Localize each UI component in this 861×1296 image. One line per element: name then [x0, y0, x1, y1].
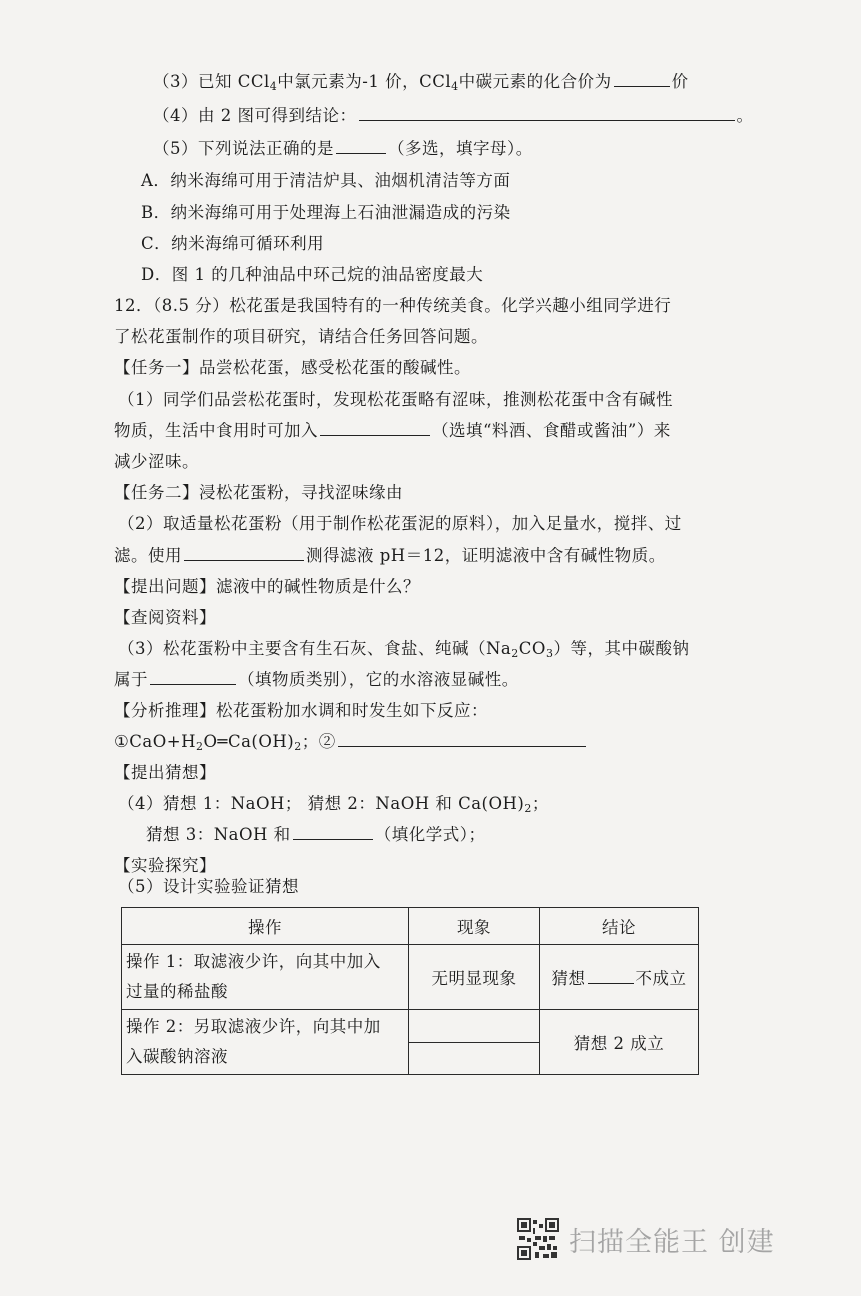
- watermark-text: 扫描全能王 创建: [569, 1226, 775, 1258]
- table-cell-phenomenon: 无明显现象: [409, 945, 540, 1010]
- table-cell-conclusion: 猜想 不成立: [540, 945, 699, 1010]
- task-one-heading: 【任务一】品尝松花蛋，感受松花蛋的酸碱性。: [114, 358, 471, 377]
- q12-part1-line3: 减少涩味。: [114, 452, 199, 471]
- option-b: B．纳米海绵可用于处理海上石油泄漏造成的污染: [141, 203, 511, 222]
- table-row: [122, 945, 699, 1010]
- option-a: A．纳米海绵可用于清洁炉具、油烟机清洁等方面: [141, 171, 511, 190]
- hypothesis-heading: 【提出猜想】: [114, 763, 216, 782]
- answer-blank[interactable]: [293, 838, 373, 840]
- q12-part3-line1: （3）松花蛋粉中主要含有生石灰、食盐、纯碱$(Na_2CO_3)$等，其中碳酸钠: [118, 639, 690, 660]
- q12-intro-line1: 12．（8.5 分）松花蛋是我国特有的一种传统美食。化学兴趣小组同学进行: [114, 296, 672, 315]
- answer-blank[interactable]: [320, 434, 430, 436]
- reaction-equations: $①CaO+H_2O═Ca(OH)_2$；②: [114, 731, 588, 753]
- q11-part3: （3）已知 CCl$_4$中氯元素为-1 价，CCl$_4$中碳元素的化合价为 价: [153, 72, 689, 93]
- analysis-heading: 【分析推理】松花蛋粉加水调和时发生如下反应：: [114, 701, 488, 720]
- reference-heading: 【查阅资料】: [114, 608, 216, 627]
- option-d: D．图 1 的几种油品中环己烷的油品密度最大: [141, 265, 484, 284]
- table-header: 现象: [409, 908, 540, 945]
- q12-part5: （5）设计实验验证猜想: [118, 877, 299, 896]
- experiment-table: [121, 907, 699, 1075]
- table-header: 操作: [122, 908, 409, 945]
- q12-intro-line2: 了松花蛋制作的项目研究，请结合任务回答问题。: [114, 327, 488, 346]
- q11-part5: （5）下列说法正确的是 （多选，填字母）。: [153, 139, 533, 158]
- option-c: C．纳米海绵可循环利用: [141, 234, 325, 253]
- table-header: 结论: [540, 908, 699, 945]
- table-cell-operation: 操作 1：取滤液少许，向其中加入 过量的稀盐酸: [122, 945, 409, 1010]
- scanner-watermark: [517, 1218, 775, 1260]
- q12-part4-line1: （4）猜想 1：NaOH； 猜想 2：NaOH 和 $Ca(OH)_2$；: [118, 794, 549, 815]
- q12-part4-line2: 猜想 3：NaOH 和 （填化学式）；: [146, 825, 486, 844]
- table-cell-operation: 操作 2：另取滤液少许，向其中加 入碳酸钠溶液: [122, 1010, 409, 1075]
- q12-part2-line1: （2）取适量松花蛋粉（用于制作松花蛋泥的原料），加入足量水，搅拌、过: [118, 514, 682, 533]
- table-header-row: [122, 908, 699, 945]
- question-heading: 【提出问题】滤液中的碱性物质是什么？: [114, 577, 420, 596]
- answer-blank[interactable]: [150, 683, 236, 685]
- q12-part1-line2: 物质，生活中食用时可加入 （选填“料酒、食醋或酱油”）来: [114, 421, 671, 440]
- qr-code-icon: [517, 1218, 559, 1260]
- answer-blank[interactable]: [336, 152, 386, 154]
- q12-part3-line2: 属于 （填物质类别），它的水溶液显碱性。: [114, 670, 519, 689]
- experiment-heading: 【实验探究】: [114, 856, 216, 875]
- table-cell-phenomenon[interactable]: [409, 1010, 540, 1075]
- answer-blank[interactable]: [184, 559, 304, 561]
- table-cell-conclusion: 猜想 2 成立: [540, 1010, 699, 1075]
- answer-blank[interactable]: [338, 745, 586, 747]
- answer-blank[interactable]: [359, 119, 735, 121]
- task-two-heading: 【任务二】浸松花蛋粉，寻找涩味缘由: [114, 483, 403, 502]
- q11-part4: （4）由 2 图可得到结论： 。: [153, 106, 754, 125]
- q12-part2-line2: 滤。使用 测得滤液 pH＝12，证明滤液中含有碱性物质。: [114, 546, 666, 565]
- answer-blank[interactable]: [588, 982, 634, 984]
- answer-blank[interactable]: [614, 85, 670, 87]
- q12-part1-line1: （1）同学们品尝松花蛋时，发现松花蛋略有涩味，推测松花蛋中含有碱性: [118, 390, 673, 409]
- table-row: [122, 1010, 699, 1075]
